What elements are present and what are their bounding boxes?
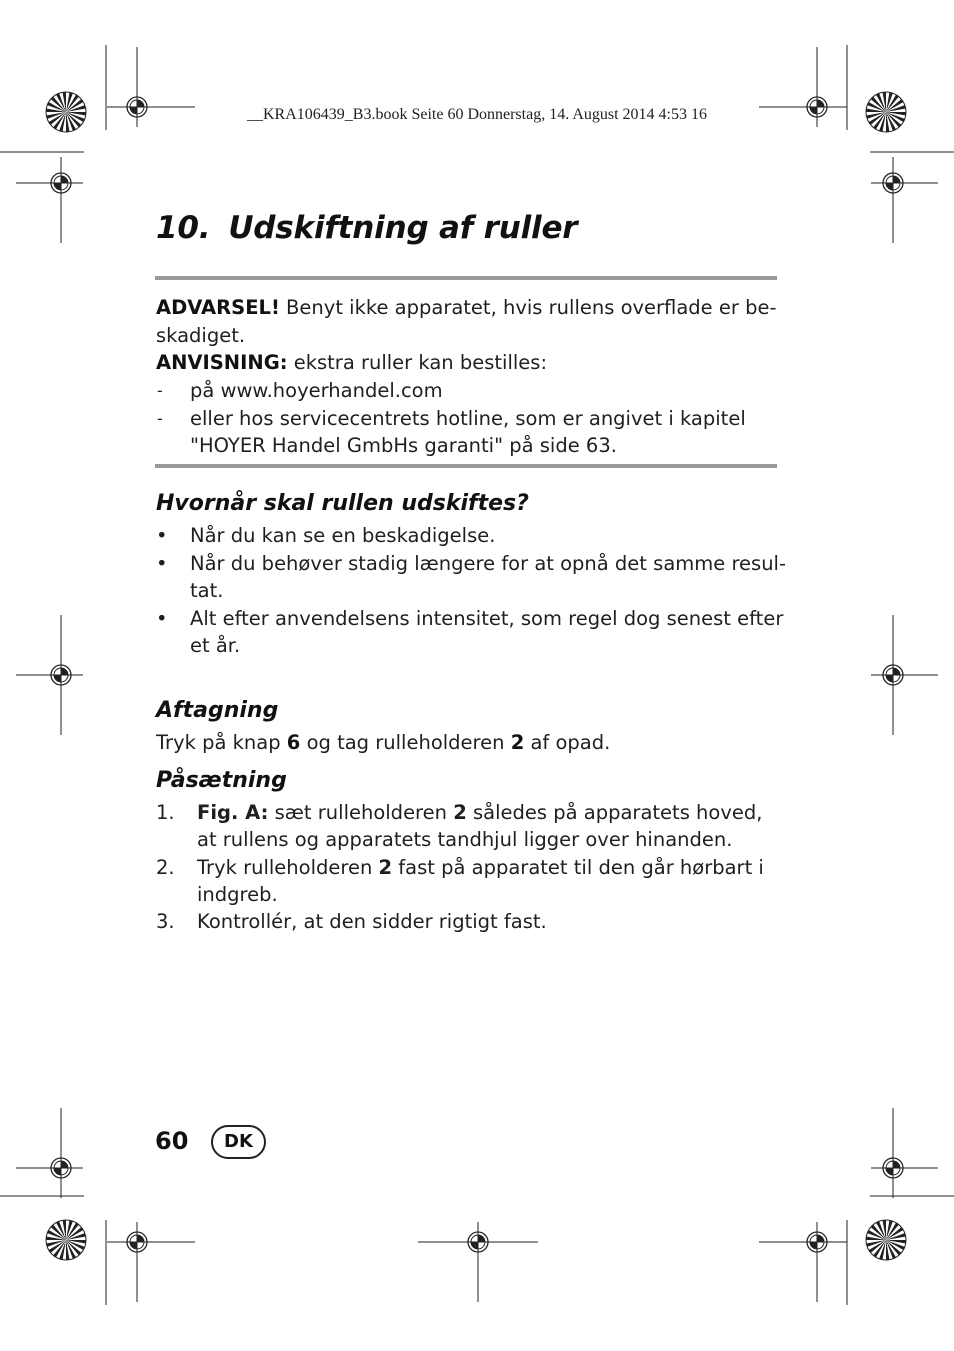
note-text: ekstra ruller kan bestilles: bbox=[287, 351, 548, 374]
subheading-when: Hvornår skal rullen udskiftes? bbox=[156, 491, 529, 516]
section-number: 10. bbox=[156, 210, 211, 246]
registration-crosshair bbox=[871, 615, 938, 735]
step-number: 2. bbox=[156, 856, 175, 879]
bullet-text: Alt efter anvendelsens intensitet, som regel dog senest efter bbox=[190, 607, 784, 630]
bullet-text: Når du behøver stadig længere for at opnå det samme resul- bbox=[190, 552, 787, 575]
step-text-part: sæt rulleholderen bbox=[268, 801, 454, 824]
registration-crosshair bbox=[16, 615, 83, 735]
registration-crosshair bbox=[871, 1108, 938, 1198]
removal-text-part: af opad. bbox=[524, 731, 611, 754]
subheading-removal: Aftagning bbox=[156, 698, 279, 723]
bullet-mark: • bbox=[156, 607, 168, 630]
step-text-part: således på apparatets hoved, bbox=[466, 801, 763, 824]
holder-ref: 2 bbox=[453, 801, 467, 824]
list-item-text: på www.hoyerhandel.com bbox=[190, 379, 443, 402]
bullet-text: et år. bbox=[190, 634, 241, 657]
dash-mark: - bbox=[157, 409, 163, 428]
registration-crosshair bbox=[418, 1222, 538, 1302]
removal-text bbox=[156, 729, 610, 757]
subheading-attach: Påsætning bbox=[156, 768, 287, 793]
note-line bbox=[156, 349, 796, 377]
notice-box bbox=[156, 294, 796, 377]
holder-ref: 2 bbox=[510, 731, 525, 754]
page-number: 60 bbox=[155, 1127, 189, 1155]
registration-crosshair bbox=[16, 1108, 83, 1198]
step-text: Kontrollér, at den sidder rigtigt fast. bbox=[197, 910, 547, 933]
registration-starburst bbox=[866, 1220, 906, 1260]
section-title bbox=[156, 210, 577, 246]
step-number: 3. bbox=[156, 910, 175, 933]
list-item-text: "HOYER Handel GmbHs garanti" på side 63. bbox=[190, 434, 617, 457]
step-text-part: fast på apparatet til den går hørbart i bbox=[392, 856, 764, 879]
step-text-part: Tryk rulleholderen bbox=[197, 856, 379, 879]
step-text: indgreb. bbox=[197, 883, 278, 906]
step-text: at rullens og apparatets tandhjul ligger over hinanden. bbox=[197, 828, 733, 851]
notice-top-rule bbox=[155, 276, 777, 280]
registration-crosshair bbox=[107, 1222, 195, 1302]
bullet-text: tat. bbox=[190, 579, 224, 602]
registration-crosshair bbox=[759, 1222, 847, 1302]
section-title-text: Udskiftning af ruller bbox=[228, 210, 578, 246]
warning-line bbox=[156, 294, 796, 322]
dash-mark: - bbox=[157, 381, 163, 400]
print-header: __KRA106439_B3.book Seite 60 Donnerstag, 14. August 2014 4:53 16 bbox=[247, 106, 707, 123]
step-number: 1. bbox=[156, 801, 175, 824]
registration-starburst bbox=[46, 1220, 86, 1260]
warning-text: Benyt ikke apparatet, hvis rullens overflade er be- bbox=[279, 296, 777, 319]
note-label: ANVISNING: bbox=[156, 351, 288, 374]
language-badge: DK bbox=[211, 1125, 266, 1159]
notice-bottom-rule bbox=[155, 464, 777, 468]
warning-line-2: skadiget. bbox=[156, 323, 246, 347]
bullet-mark: • bbox=[156, 524, 168, 547]
holder-ref: 2 bbox=[378, 856, 393, 879]
step-text bbox=[197, 799, 787, 827]
warning-label: ADVARSEL! bbox=[156, 296, 280, 319]
removal-text-part: og tag rulleholderen bbox=[300, 731, 511, 754]
registration-crosshair bbox=[16, 157, 83, 243]
removal-text-part: Tryk på knap bbox=[156, 731, 287, 754]
figure-ref: Fig. A: bbox=[197, 801, 269, 824]
registration-crosshair bbox=[871, 157, 938, 243]
bullet-mark: • bbox=[156, 552, 168, 575]
step-text bbox=[197, 854, 787, 882]
bullet-text: Når du kan se en beskadigelse. bbox=[190, 524, 496, 547]
button-ref: 6 bbox=[286, 731, 301, 754]
list-item-text: eller hos servicecentrets hotline, som er angivet i kapitel bbox=[190, 407, 746, 430]
